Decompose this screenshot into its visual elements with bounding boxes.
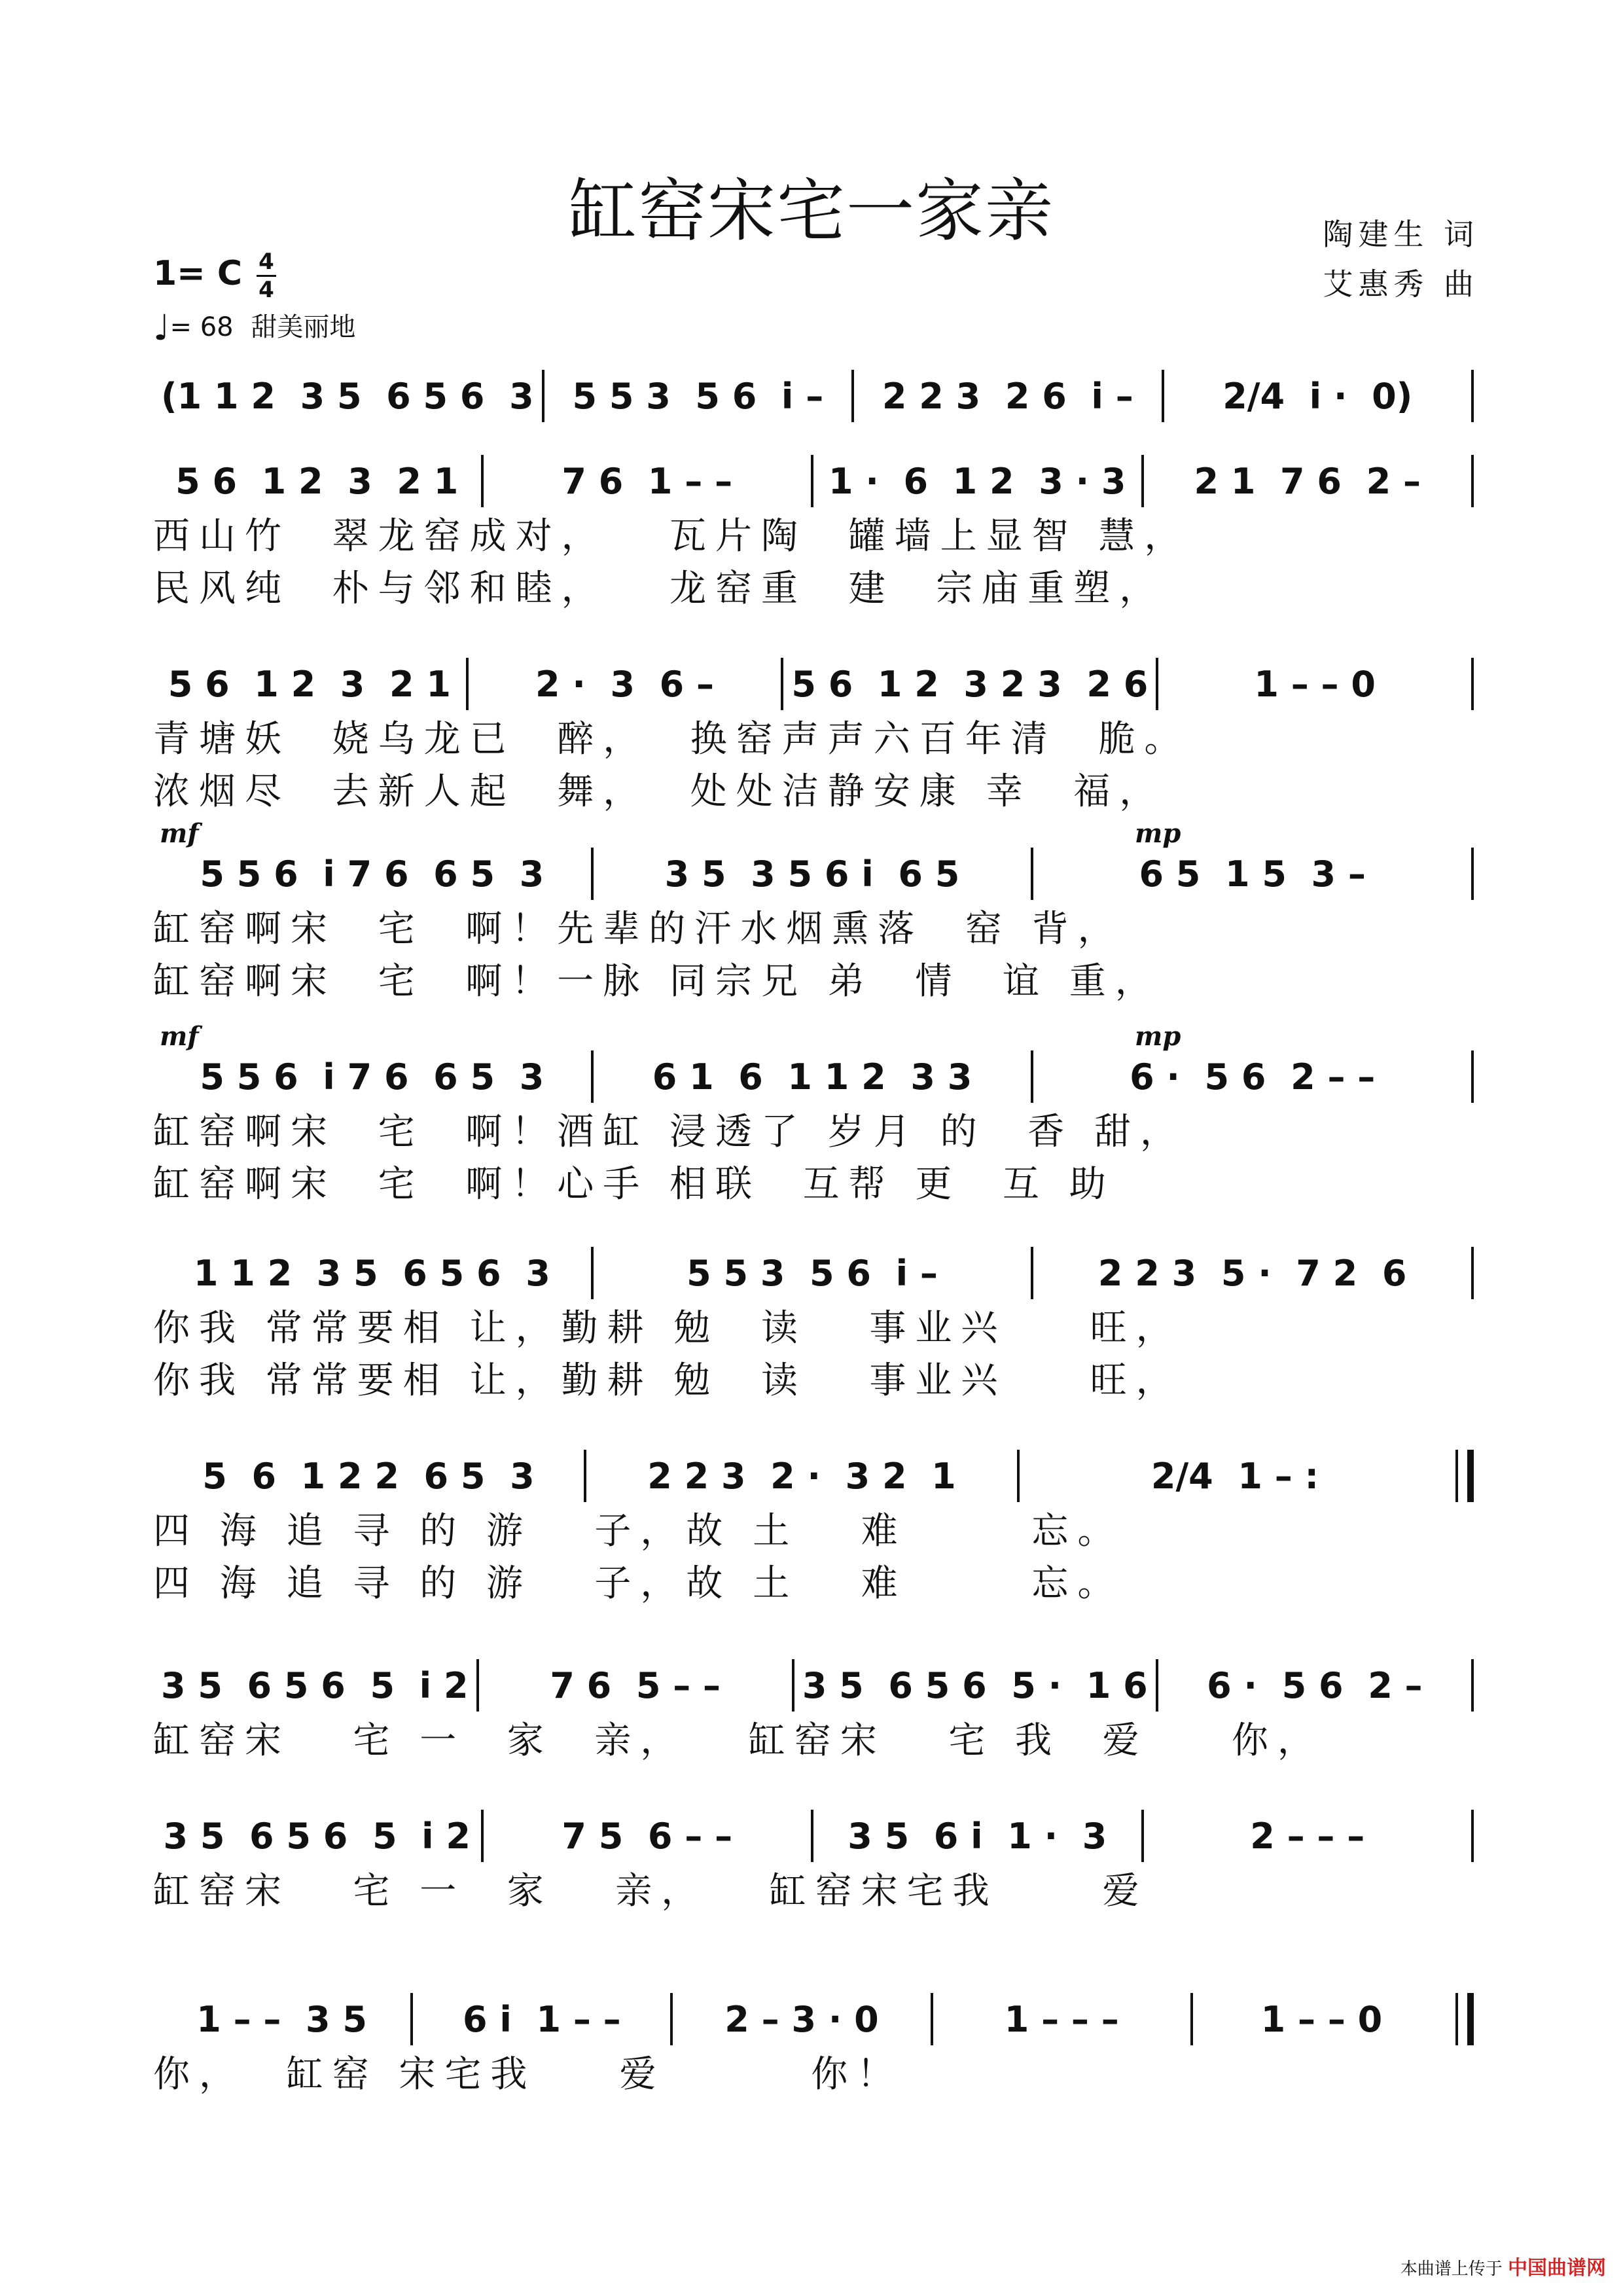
barline (1471, 455, 1474, 507)
lyric-line: 缸窑啊宋 宅 啊！心手 相联 互帮 更 互 助 (153, 1163, 1115, 1206)
measure: 5 5 3 5 6 i – (687, 1252, 938, 1294)
measure: 3 5 6 5 6 5 i 2 (163, 1815, 471, 1857)
measure: 6 · 5 6 2 – – (1130, 1056, 1376, 1098)
notes-line (153, 1047, 1474, 1106)
barline (1471, 848, 1474, 900)
lyric-line: 四 海 追 寻 的 游 子，故 土 难 忘。 (153, 1562, 1124, 1605)
time-signature (257, 249, 276, 303)
music-system (153, 1021, 1474, 1211)
music-system (153, 1990, 1474, 2101)
dynamic-marking: mf (160, 818, 199, 849)
footer-upload-text: 本曲谱上传于 (1400, 2259, 1503, 2279)
music-system (153, 655, 1474, 818)
barline (1471, 1810, 1474, 1862)
measure: (1 1 2 3 5 6 5 6 3 (161, 375, 534, 417)
barline (1471, 370, 1474, 422)
music-system (153, 1446, 1474, 1610)
tempo (153, 306, 355, 348)
music-system (153, 1244, 1474, 1407)
barline (1455, 1450, 1474, 1502)
barline (1455, 1993, 1474, 2045)
measure: 2/4 i · 0) (1222, 375, 1413, 417)
measure: 6 i 1 – – (462, 1998, 621, 2040)
dynamic-marking: mp (1135, 1021, 1181, 1052)
notes-line (153, 655, 1474, 713)
measure: 5 5 6 i 7 6 6 5 3 (200, 853, 544, 895)
measure: 3 5 3 5 6 i 6 5 (664, 853, 960, 895)
credits (1323, 209, 1479, 309)
notes-line (153, 844, 1474, 903)
measure: 5 6 1 2 3 2 3 2 6 (791, 663, 1149, 705)
measure: 1 – – 3 5 (196, 1998, 367, 2040)
notes-line (153, 1244, 1474, 1302)
measure: 1 1 2 3 5 6 5 6 3 (193, 1252, 550, 1294)
time-signature-bottom: 4 (259, 277, 274, 303)
measure: 7 5 6 – – (562, 1815, 733, 1857)
lyric-line: 浓烟尽 去新人起 舞， 处处洁静安康 幸 福， (153, 770, 1166, 813)
lyric-line: 你我 常常要相 让，勤耕 勉 读 事业兴 旺， (153, 1359, 1182, 1402)
measure: 2 – – – (1250, 1815, 1365, 1857)
measure: 1 – – 0 (1254, 663, 1376, 705)
measure: 2/4 1 – : (1150, 1455, 1319, 1497)
measure: 2 – 3 · 0 (724, 1998, 879, 2040)
measure: 3 5 6 5 6 5 i 2 (161, 1664, 469, 1706)
measure: 5 6 1 2 3 2 1 (175, 460, 459, 502)
barline (1471, 1659, 1474, 1712)
measure: 2 2 3 5 · 7 2 6 (1097, 1252, 1407, 1294)
time-signature-top: 4 (259, 249, 274, 275)
lyric-line: 西山竹 翠龙窑成对， 瓦片陶 罐墙上显智 慧， (153, 515, 1190, 558)
measure: 5 5 6 i 7 6 6 5 3 (200, 1056, 544, 1098)
music-system (153, 1656, 1474, 1767)
barline (1471, 658, 1474, 710)
lyric-line: 缸窑宋 宅 一 家 亲， 缸窑宋宅我 爱 (153, 1870, 1149, 1912)
dynamic-marking: mp (1135, 818, 1181, 849)
notes-line (153, 1990, 1474, 2049)
measure: 2 2 3 2 6 i – (882, 375, 1133, 417)
music-system (153, 452, 1474, 615)
lyric-line: 缸窑啊宋 宅 啊！先辈的汗水烟熏落 窑 背， (153, 908, 1124, 950)
music-system (153, 367, 1474, 425)
music-system (153, 818, 1474, 1008)
lyric-line: 青塘妖 娆乌龙已 醉， 换窑声声六百年清 脆。 (153, 718, 1190, 761)
footer (1400, 2251, 1606, 2280)
tempo-value: = 68 (169, 312, 234, 342)
lyric-line: 你， 缸窑 宋宅我 爱 你！ (153, 2053, 903, 2096)
measure: 1 · 6 1 2 3 · 3 (829, 460, 1126, 502)
measure: 3 5 6 5 6 5 · 1 6 (802, 1664, 1148, 1706)
composer: 艾惠秀 曲 (1323, 266, 1479, 302)
lyric-line: 缸窑啊宋 宅 啊！酒缸 浸透了 岁月 的 香 甜， (153, 1111, 1186, 1153)
lyricist: 陶建生 词 (1323, 217, 1479, 252)
lyric-line: 缸窑宋 宅 一 家 亲， 缸窑宋 宅 我 爱 你， (153, 1719, 1323, 1762)
tempo-mark: 甜美丽地 (251, 312, 356, 342)
barline (1471, 1247, 1474, 1299)
measure: 5 6 1 2 3 2 1 (168, 663, 451, 705)
barline (1471, 1050, 1474, 1103)
song-title: 缸窑宋宅一家亲 (568, 171, 1054, 251)
measure: 6 1 6 1 1 2 3 3 (652, 1056, 972, 1098)
measure: 6 · 5 6 2 – (1207, 1664, 1423, 1706)
lyric-line: 民风纯 朴与邻和睦， 龙窑重 建 宗庙重塑， (153, 567, 1166, 610)
measure: 5 6 1 2 2 6 5 3 (202, 1455, 535, 1497)
footer-brand[interactable]: 中国曲谱网 (1508, 2257, 1606, 2280)
measure: 6 5 1 5 3 – (1139, 853, 1366, 895)
quarter-note-icon: ♩ (153, 307, 170, 348)
measure: 7 6 5 – – (550, 1664, 721, 1706)
measure: 2 2 3 2 · 3 2 1 (647, 1455, 956, 1497)
measure: 3 5 6 i 1 · 3 (847, 1815, 1107, 1857)
key-signature: 1= C (153, 254, 243, 293)
measure: 7 6 1 – – (562, 460, 733, 502)
notes-line (153, 1446, 1474, 1505)
measure: 1 – – 0 (1260, 1998, 1383, 2040)
notes-line (153, 1806, 1474, 1865)
notes-line (153, 1656, 1474, 1715)
music-system (153, 1806, 1474, 1918)
measure: 2 1 7 6 2 – (1194, 460, 1421, 502)
lyric-line: 你我 常常要相 让，勤耕 勉 读 事业兴 旺， (153, 1307, 1182, 1350)
dynamic-marking: mf (160, 1021, 199, 1052)
notes-line (153, 367, 1474, 425)
lyric-line: 缸窑啊宋 宅 啊！一脉 同宗兄 弟 情 谊 重， (153, 960, 1161, 1003)
measure: 5 5 3 5 6 i – (572, 375, 824, 417)
measure: 2 · 3 6 – (535, 663, 715, 705)
lyric-line: 四 海 追 寻 的 游 子，故 土 难 忘。 (153, 1510, 1124, 1552)
measure: 1 – – – (1004, 1998, 1119, 2040)
notes-line (153, 452, 1474, 511)
